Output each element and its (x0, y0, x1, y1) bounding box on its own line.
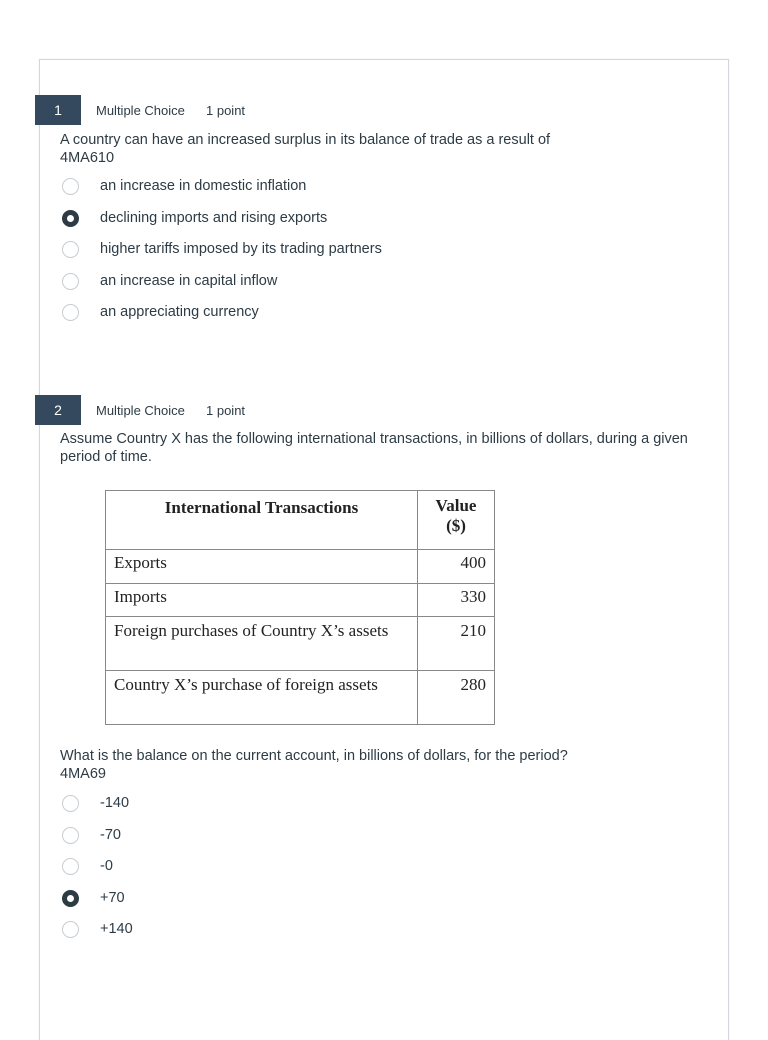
question-number: 2 (35, 395, 81, 425)
question-text: Assume Country X has the following international transactions, in billions of dollars, during a given period of time. (60, 431, 688, 465)
question-points: 1 point (206, 103, 246, 118)
question-type: Multiple Choice (96, 403, 185, 418)
question-header (40, 395, 728, 425)
table-cell-label: Exports (106, 550, 418, 584)
question-code: 4MA69 (60, 766, 106, 782)
question-number: 1 (35, 95, 81, 125)
table-cell-value: 210 (418, 617, 495, 671)
table-header-row (106, 491, 495, 550)
table-cell-value: 280 (418, 671, 495, 725)
table-row (106, 671, 495, 725)
table-cell-value: 400 (418, 550, 495, 584)
table-cell-label: Imports (106, 584, 418, 617)
answer-label: -70 (100, 826, 121, 843)
answer-label: -0 (100, 858, 113, 874)
question-code: 4MA610 (60, 150, 115, 166)
transactions-table (105, 490, 495, 725)
table-header-value-line1: Value (435, 496, 477, 515)
table-header-value (418, 491, 495, 550)
answer-label: +140 (100, 921, 133, 937)
answer-label: an increase in domestic inflation (100, 178, 307, 194)
radio-button[interactable] (62, 241, 79, 258)
radio-button-selected[interactable] (62, 890, 79, 907)
radio-button[interactable] (62, 273, 79, 290)
answer-label: an increase in capital inflow (100, 272, 278, 289)
radio-button[interactable] (62, 178, 79, 195)
radio-button[interactable] (62, 304, 79, 321)
question-type: Multiple Choice (96, 103, 185, 118)
question-stem: A country can have an increased surplus in its balance of trade as a result of (60, 132, 551, 148)
question-prompt-text: What is the balance on the current account, in billions of dollars, for the period? (60, 748, 568, 764)
answer-label: -140 (100, 795, 130, 811)
table-row (106, 550, 495, 584)
radio-button[interactable] (62, 795, 79, 812)
table-header-transactions: International Transactions (106, 491, 418, 550)
table-cell-value: 330 (418, 584, 495, 617)
question-1 (40, 95, 728, 320)
answer-label: an appreciating currency (100, 304, 259, 320)
radio-button-selected[interactable] (62, 210, 79, 227)
radio-button[interactable] (62, 921, 79, 938)
table-cell-label: Country X’s purchase of foreign assets (106, 671, 418, 725)
quiz-card (39, 59, 729, 1040)
table-header-value-line2: ($) (446, 516, 466, 535)
question-header (40, 95, 728, 125)
radio-button[interactable] (62, 858, 79, 875)
answer-label: +70 (100, 889, 125, 906)
question-text (60, 131, 690, 167)
radio-button[interactable] (62, 827, 79, 844)
question-prompt (60, 747, 690, 783)
question-2 (40, 395, 728, 937)
question-points: 1 point (206, 403, 246, 418)
table-row (106, 584, 495, 617)
table-cell-label: Foreign purchases of Country X’s assets (106, 617, 418, 671)
answer-label: declining imports and rising exports (100, 209, 328, 226)
table-row (106, 617, 495, 671)
answer-label: higher tariffs imposed by its trading partners (100, 241, 382, 257)
